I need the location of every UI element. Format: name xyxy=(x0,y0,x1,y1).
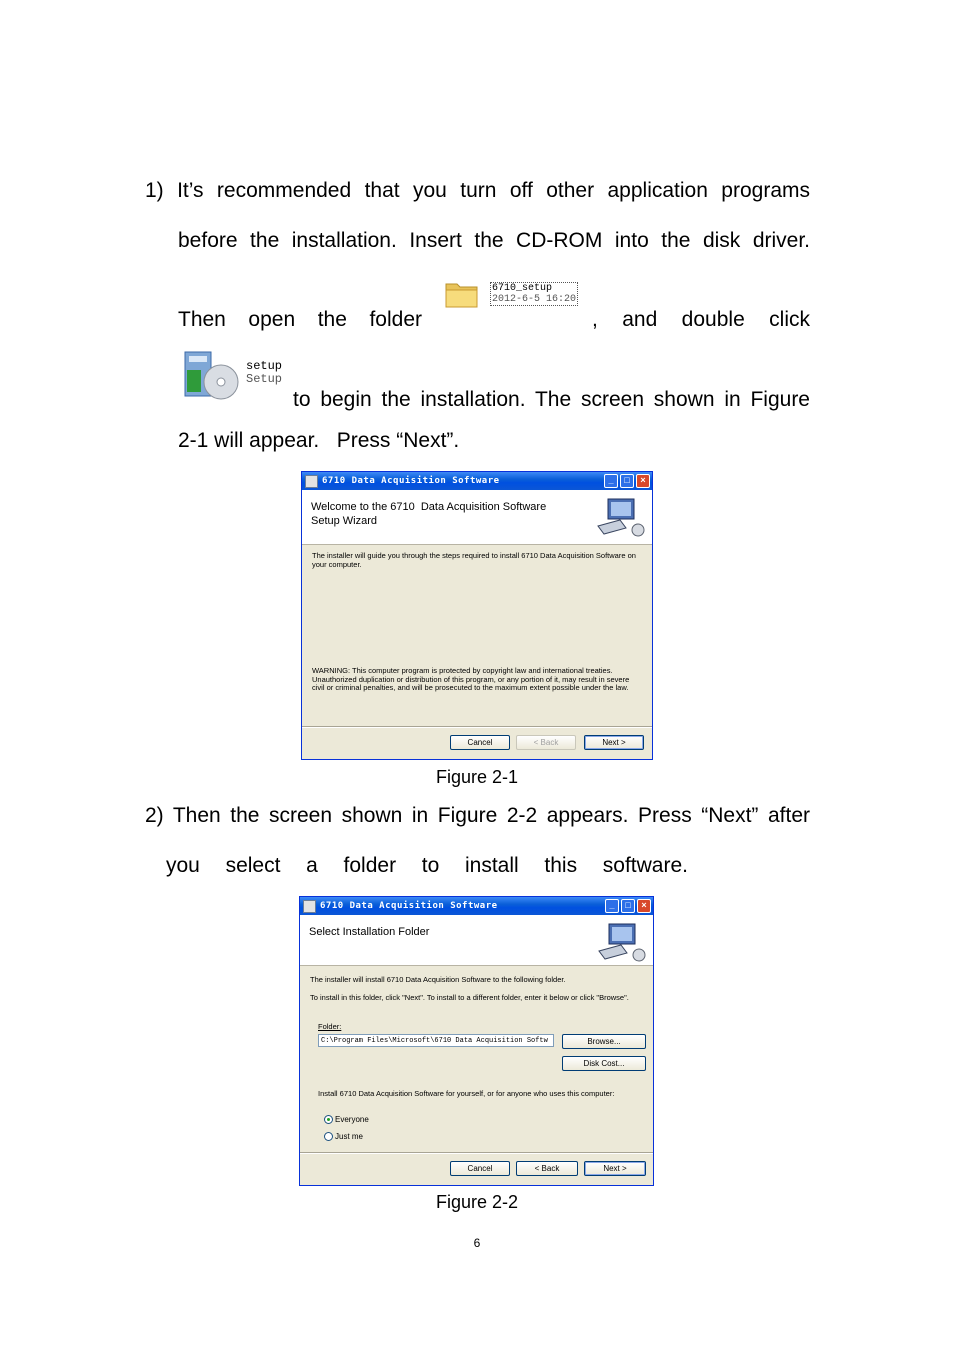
computer-wizard-icon xyxy=(595,921,647,963)
just-me-radio[interactable] xyxy=(324,1132,333,1141)
step2-line1: 2) Then the screen shown in Figure 2-2 appears. Press “Next” after xyxy=(145,804,810,827)
button-separator xyxy=(302,726,652,728)
folder-label-name: 6710_setup xyxy=(492,283,553,294)
title-bar[interactable] xyxy=(302,472,652,490)
next-button[interactable]: Next > xyxy=(584,1161,646,1176)
warning-text: WARNING: This computer program is protected by copyright law and international treaties. Unauthorized duplication or distribution of this program, or any portion of it, may result in severe civil or criminal penalties, and will be prosecuted to the maximum extent possible under the law. xyxy=(312,666,630,692)
step1-line1: 1) It’s recommended that you turn off other application programs xyxy=(145,179,810,202)
computer-wizard-icon xyxy=(594,496,646,538)
folder-label-date: 2012-6-5 16:20 xyxy=(492,294,577,305)
setup-label xyxy=(246,360,282,386)
install-instructions-text: To install in this folder, click "Next". To install to a different folder, enter it below or click "Browse". xyxy=(310,993,629,1002)
window-title: 6710 Data Acquisition Software xyxy=(320,901,498,911)
next-button[interactable]: Next > xyxy=(584,735,644,750)
setup-label-name: setup xyxy=(246,359,283,373)
close-icon[interactable]: × xyxy=(636,474,650,488)
step2-line2: you select a folder to install this software. xyxy=(166,854,688,877)
maximize-icon[interactable]: □ xyxy=(620,474,634,488)
setup-label-type: Setup xyxy=(246,372,283,386)
banner-title: Select Installation Folder xyxy=(309,926,430,938)
browse-button[interactable]: Browse... xyxy=(562,1034,646,1049)
step1-line3-after: , and double click xyxy=(592,308,810,331)
app-icon xyxy=(305,475,318,488)
setup-installer-icon[interactable] xyxy=(181,344,241,404)
step1-line5: 2-1 will appear. Press “Next”. xyxy=(178,429,460,452)
button-separator xyxy=(300,1152,653,1154)
figure2-caption: Figure 2-2 xyxy=(435,1192,519,1212)
step1-line2: before the installation. Insert the CD-ROM into the disk driver. xyxy=(178,229,810,252)
install-for-text: Install 6710 Data Acquisition Software for yourself, or for anyone who uses this computer: xyxy=(318,1089,615,1098)
welcome-wizard-window xyxy=(301,471,653,760)
everyone-radio[interactable] xyxy=(324,1115,333,1124)
folder-input[interactable]: C:\Program Files\Microsoft\6710 Data Acquisition Softw xyxy=(318,1034,554,1047)
maximize-icon[interactable]: □ xyxy=(621,899,635,913)
figure1-caption: Figure 2-1 xyxy=(435,767,519,787)
cancel-button[interactable]: Cancel xyxy=(450,1161,510,1176)
title-bar[interactable] xyxy=(300,897,653,915)
step1-line4: to begin the installation. The screen shown in Figure xyxy=(293,388,810,411)
intro-text: The installer will guide you through the steps required to install 6710 Data Acquisition Software on your computer. xyxy=(312,551,636,569)
disk-cost-button[interactable]: Disk Cost... xyxy=(562,1056,646,1071)
wizard-banner xyxy=(302,490,652,545)
back-button[interactable]: < Back xyxy=(516,1161,578,1176)
folder-label: Folder: xyxy=(318,1022,342,1031)
folder-label xyxy=(490,282,578,306)
app-icon xyxy=(303,900,316,913)
install-folder-text: The installer will install 6710 Data Acquisition Software to the following folder. xyxy=(310,975,566,984)
back-button[interactable]: < Back xyxy=(516,735,576,750)
banner-title: Welcome to the 6710 Data Acquisition Software Setup Wizard xyxy=(311,501,547,527)
select-folder-window xyxy=(299,896,654,1186)
window-title: 6710 Data Acquisition Software xyxy=(322,476,500,486)
folder-icon[interactable] xyxy=(444,278,480,310)
close-icon[interactable]: × xyxy=(637,899,651,913)
just-me-label: Just me xyxy=(335,1132,364,1141)
cancel-button[interactable]: Cancel xyxy=(450,735,510,750)
page-number: 6 xyxy=(473,1236,481,1250)
everyone-label: Everyone xyxy=(335,1115,369,1124)
step1-line3-before: Then open the folder xyxy=(178,308,422,331)
minimize-icon[interactable]: _ xyxy=(604,474,618,488)
minimize-icon[interactable]: _ xyxy=(605,899,619,913)
wizard-banner xyxy=(300,915,653,966)
